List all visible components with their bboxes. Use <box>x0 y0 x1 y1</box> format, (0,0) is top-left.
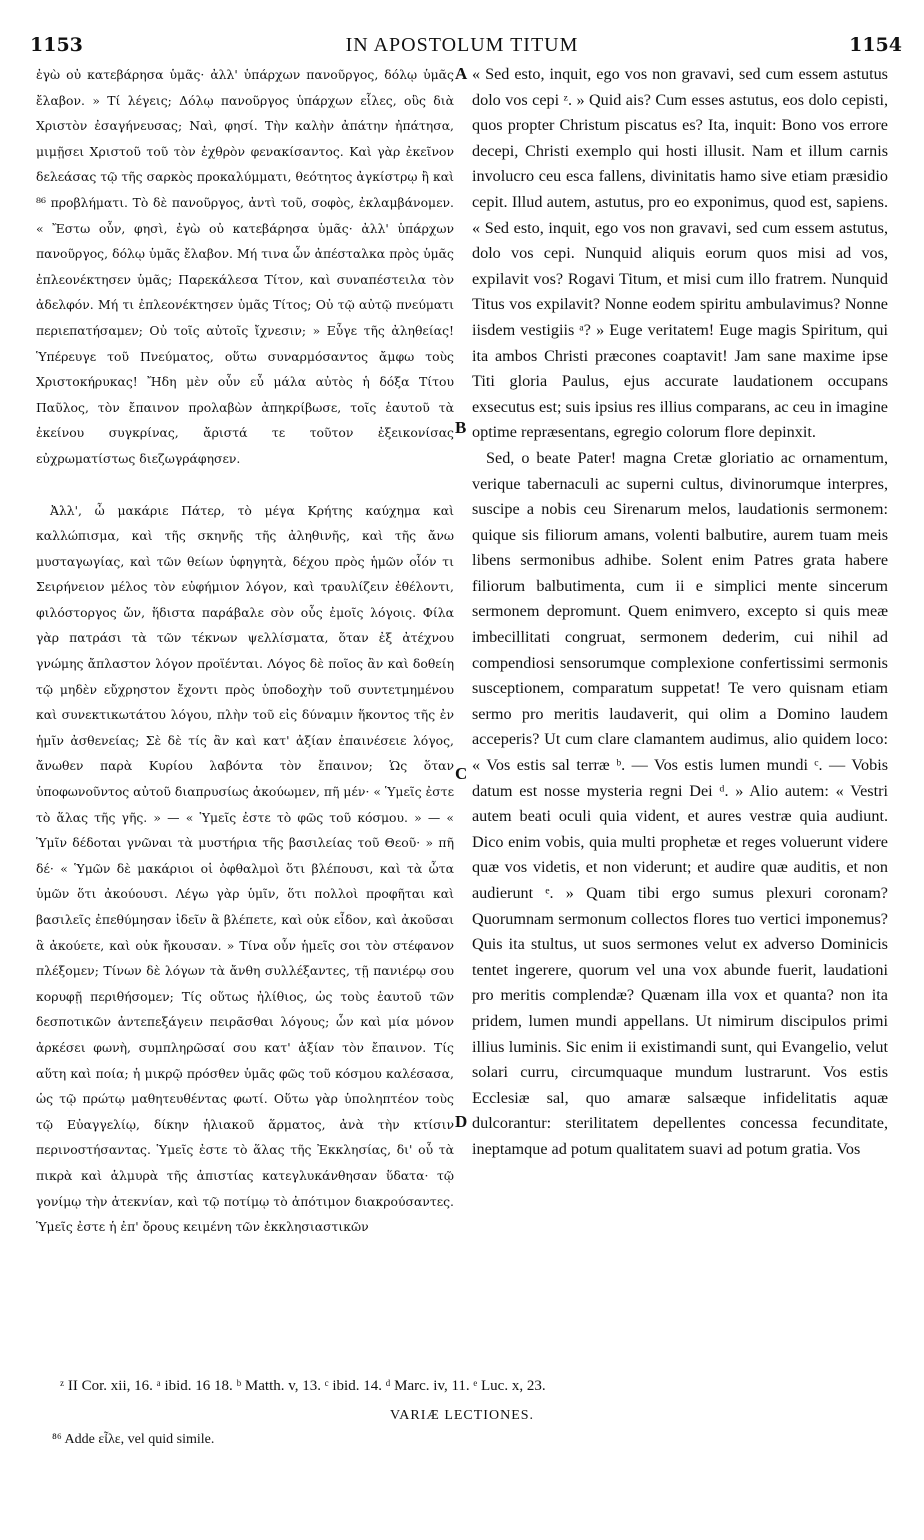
running-title: IN APOSTOLUM TITUM <box>345 34 579 56</box>
section-marker-c: C <box>455 764 468 783</box>
footnotes: ᶻ II Cor. xii, 16. ᵃ ibid. 16 18. ᵇ Matth. v, 13. ᶜ ibid. 14. ᵈ Marc. iv, 11. ᵉ Luc. x, 23. <box>60 1378 546 1394</box>
greek-paragraph-1: ἐγὼ οὐ κατεβάρησα ὑμᾶς· ἀλλ' ὑπάρχων πανοῦργος, δόλῳ ὑμᾶς ἔλαβον. » Τί λέγεις; Δόλῳ πανοῦργος ὑπάρχων εἷλες, οὓς διὰ Χριστὸν ἐσαγήνευσας; Ναὶ, φησί. Τὴν καλὴν ἀπάτην ἠπάτησα, μιμῇσει Χριστοῦ τοῦ τὸν ἐχθρὸν φενακίσαντος. Καὶ γὰρ ἐκεῖνον δελεάσας τῷ τῆς σαρκὸς προκαλύμματι, θεότητος ἀγκίστρῳ ἢ καὶ ⁸⁶ προβλήματι. Τὸ δὲ πανοῦργος, ἀντὶ τοῦ, σοφὸς, ἐκλαμβάνομεν. « Ἔστω οὖν, φησὶ, ἐγὼ οὐ κατεβάρησα ὑμᾶς· ἀλλ' ὑπάρχων πανοῦργος, δόλῳ ὑμᾶς ἔλαβον. Μή τινα ὧν ἀπέσταλκα πρὸς ὑμᾶς ἐπλεονέκτησεν ὑμᾶς; Παρεκάλεσα Τίτον, καὶ συναπέστειλα τὸν ἀδελφόν. Μή τι ἐπλεονέκτησεν ὑμᾶς Τίτος; Οὐ τῷ αὐτῷ πνεύματι περιεπατήσαμεν; Οὐ τοῖς αὐτοῖς ἴχνεσιν; » Εὖγε τῆς ἀληθείας! Ὑπέρευγε τοῦ Πνεύματος, οὕτω συναρμόσαντος ἄμφω τοὺς Χριστοκήρυκας! Ἤδη μὲν οὖν εὖ μάλα αὐτὸς ἡ δόξα Τίτου Παῦλος, τὸν ἔπαινον προλαβὼν ἀπηκρίβωσε, τοῖς ἑαυτοῦ τὰ ἐκείνου συγκρίνας, ἄριστά τε τοῦτον ἐξεικονίσας εὐχρωματίστως διεζωγράφησεν. <box>36 67 454 466</box>
section-marker-d: D <box>455 1112 468 1131</box>
section-marker-a: A <box>455 64 468 83</box>
latin-paragraph-1: « Sed esto, inquit, ego vos non gravavi, sed cum essem astutus dolo vos cepi ᶻ. » Quid ais? Cum esses astutus, eos dolo cepisti, quos propter Christum piscatus es? Ita, inquit: Bono vos errore decepi, Christi exemplo qui hosti illusit. Nam et illum carnis involucro ceu esca fallens, divinitatis hamo sive etiam præsidio cepit. Illud autem, astutus, pro eo exponimus, quod est, sapiens. « Sed esto, inquit, ego vos non gravavi, sed cum essem astutus, dolo vos cepi. Nunquid aliquis eorum quos misi ad vos, expilavit vos? Rogavi Titum, et misi cum illo fratrem. Nunquid Titus vos expilavit? Nonne eodem spiritu ambulavimus? Nonne iisdem vestigiis ᵃ? » Euge veritatem! Euge magis Spiritum, qui ita ambos Christi præcones coaptavit! Jam sane maxime ipse Titi gloria Paulus, ejus accurate laudationem occupans exsecutus est; suis ipsius res illius comparans, ac ceu in imagine optime repræsentans, egregio colorum flore depinxit. <box>472 65 888 442</box>
page-number-right: 1154 <box>849 34 902 56</box>
latin-column <box>472 62 888 1370</box>
page-header <box>0 26 924 66</box>
page-number-left: 1153 <box>30 34 83 56</box>
greek-column <box>36 62 454 1370</box>
latin-paragraph-2: Sed, o beate Pater! magna Cretæ gloriatio ac ornamentum, verique tabernaculi ac superni cultus, divinorumque interpres, suscipe a nobis ceu Sirenarum melos, laudationis sermonem: quique sis filiorum amans, volenti balbutire, aurem tuam meis libens sermonibus adhibe. Solent enim Patres grata habere filiorum balbutimenta, cum ii e simplici mente sincerum sermonem depromunt. Quem enimvero, excepto si quis meæ imbecillitati congruat, sermonem dederim, cui nihil ad compendiosi sensorumque complexione confertissimi sermonis susceptionem, comparatum suppetat! Te vero quisnam etiam sermo pro meritis laudaverit, qui olim a Domino laudem acceperis? Ut cum clare clamantem audimus, alio quidem loco: « Vos estis sal terræ ᵇ. — Vos estis lumen mundi ᶜ. — Vobis datum est nosse mysteria regni Dei ᵈ. » Alio autem: « Vestri autem beati oculi quia vident, et aures vestræ quia audiunt. Dico enim vobis, quia multi prophetæ et reges voluerunt videre quæ vos videtis, et non viderunt; et audire quæ auditis, et non audierunt ᵉ. » Quam tibi ergo sumus plexuri coronam? Quorumnam sermonum collectos flores tuo vertici imponemus? Quis ita stultus, ut suos sermones velut ex adverso Dominicis tentet ingerere, quorum vel una vox abunde fuerit, laudationi pro meritis complendæ? Quænam illa vox et quanta? non ita pridem, lumen mundi appellans. Ut nimirum discipulos primi illius luminis. Sic enim ii existimandi sunt, qui Evangelio, velut solari curru, circumquaque mundum lustrarunt. Vos estis Ecclesiæ sal, quo amaræ salsæque infidelitatis aquæ dulcorantur: sterilitatem depellentes concessa fecunditate, ineptamque ad potum qualitatem suavi ad potum gratia. Vos <box>472 448 888 1158</box>
greek-paragraph-2: Ἀλλ', ὦ μακάριε Πάτερ, τὸ μέγα Κρήτης καύχημα καὶ καλλώπισμα, καὶ τῆς σκηνῆς τῆς ἀληθινῆς, καὶ τῆς ἄνω μυσταγωγίας, καὶ τῶν θείων ὑφηγητὰ, δέχου πρὸς ἡμῶν οἷόν τι Σειρήνειον μέλος τὸν εὐφήμιον λόγον, καὶ τραυλίζειν ἐθέλοντι, φιλόστοργος ὤν, ἥδιστα παράβαλε σὸν οὖς ἐμοῖς λόγοις. Φίλα γὰρ πατράσι τὰ τῶν τέκνων ψελλίσματα, ὅταν ἐξ ἀτέχνου γνώμης ἄπλαστον λόγον προϊένται. Λόγος δὲ ποῖος ἂν καὶ δοθείη τῷ μηδὲν εὔχρηστον ἔχοντι πρὸς ὑποδοχὴν τοῦ συντετμημένου καὶ συνεκτικωτάτου λόγου, πλὴν τοῦ εἰς δύναμιν ἥκοντος τῆς ἐν ἡμῖν ἀσθενείας; Σὲ δὲ τίς ἂν καὶ κατ' ἀξίαν ἐπαινέσειε λόγος, ἄνωθεν παρὰ Κυρίου λαβόντα τὸν ἔπαινον; Ὡς ὅταν ὑποφωνοῦντος αὐτοῦ διαπρυσίως ἀκούωμεν, πῆ μέν· « Ὑμεῖς ἐστε τὸ ἅλας τῆς γῆς. » — « Ὑμεῖς ἐστε τὸ φῶς τοῦ κόσμου. » — « Ὑμῖν δέδοται γνῶναι τὰ μυστήρια τῆς βασιλείας τοῦ Θεοῦ· » πῆ δέ· « Ὑμῶν δὲ μακάριοι οἱ ὀφθαλμοὶ ὅτι βλέπουσι, καὶ τὰ ὦτα ὑμῶν ὅτι ἀκούουσι. Λέγω γὰρ ὑμῖν, ὅτι πολλοὶ προφῆται καὶ βασιλεῖς ἐπεθύμησαν ἰδεῖν ἃ βλέπετε, καὶ οὐκ εἶδον, καὶ ἀκοῦσαι ἃ ἀκούετε, καὶ οὐκ ἤκουσαν. » Τίνα οὖν ἡμεῖς σοι τὸν στέφανον πλέξομεν; Τίνων δὲ λόγων τὰ ἄνθη συλλέξαντες, τῇ πανιέρῳ σου κορυφῇ περιθήσομεν; Τίς οὕτως ἠλίθιος, ὡς τοὺς ἑαυτοῦ τῶν δεσποτικῶν ἀντεπεξάγειν πειρᾶσθαι λόγους; ὧν καὶ μία μόνον ἀρκέσει φωνὴ, συμπληρῶσαί σου κατ' ἀξίαν τὸν ἔπαινον. Τίς αὕτη καὶ ποία; ἡ μικρῷ πρόσθεν ὑμᾶς φῶς τοῦ κόσμου καλέσασα, ὡς τῷ πρώτῳ μαθητευθέντας φωτί. Οὕτω γὰρ ὑποληπτέον τοὺς τῷ Εὐαγγελίῳ, δίκην ἡλιακοῦ ἅρματος, ἀνὰ τὴν κτίσιν περινοστήσαντας. Ὑμεῖς ἐστε τὸ ἅλας τῆς Ἐκκλησίας, δι' οὗ τὰ πικρὰ καὶ ἁλμυρὰ τῆς ἀπιστίας κατεγλυκάνθησαν ὕδατα· τῷ γονίμῳ τὴν ἀτεκνίαν, καὶ τῷ ποτίμῳ τὸ ἀπότιμον διακρούσαντες. Ὑμεῖς ἐστε ἡ ἐπ' ὄρους κειμένη τῶν ἐκκλησιαστικῶν <box>36 502 454 1235</box>
variant-note: ⁸⁶ Adde εἶλε, vel quid simile. <box>52 1432 215 1447</box>
section-marker-b: B <box>455 418 467 437</box>
variae-lectiones-heading: VARIÆ LECTIONES. <box>389 1408 535 1423</box>
